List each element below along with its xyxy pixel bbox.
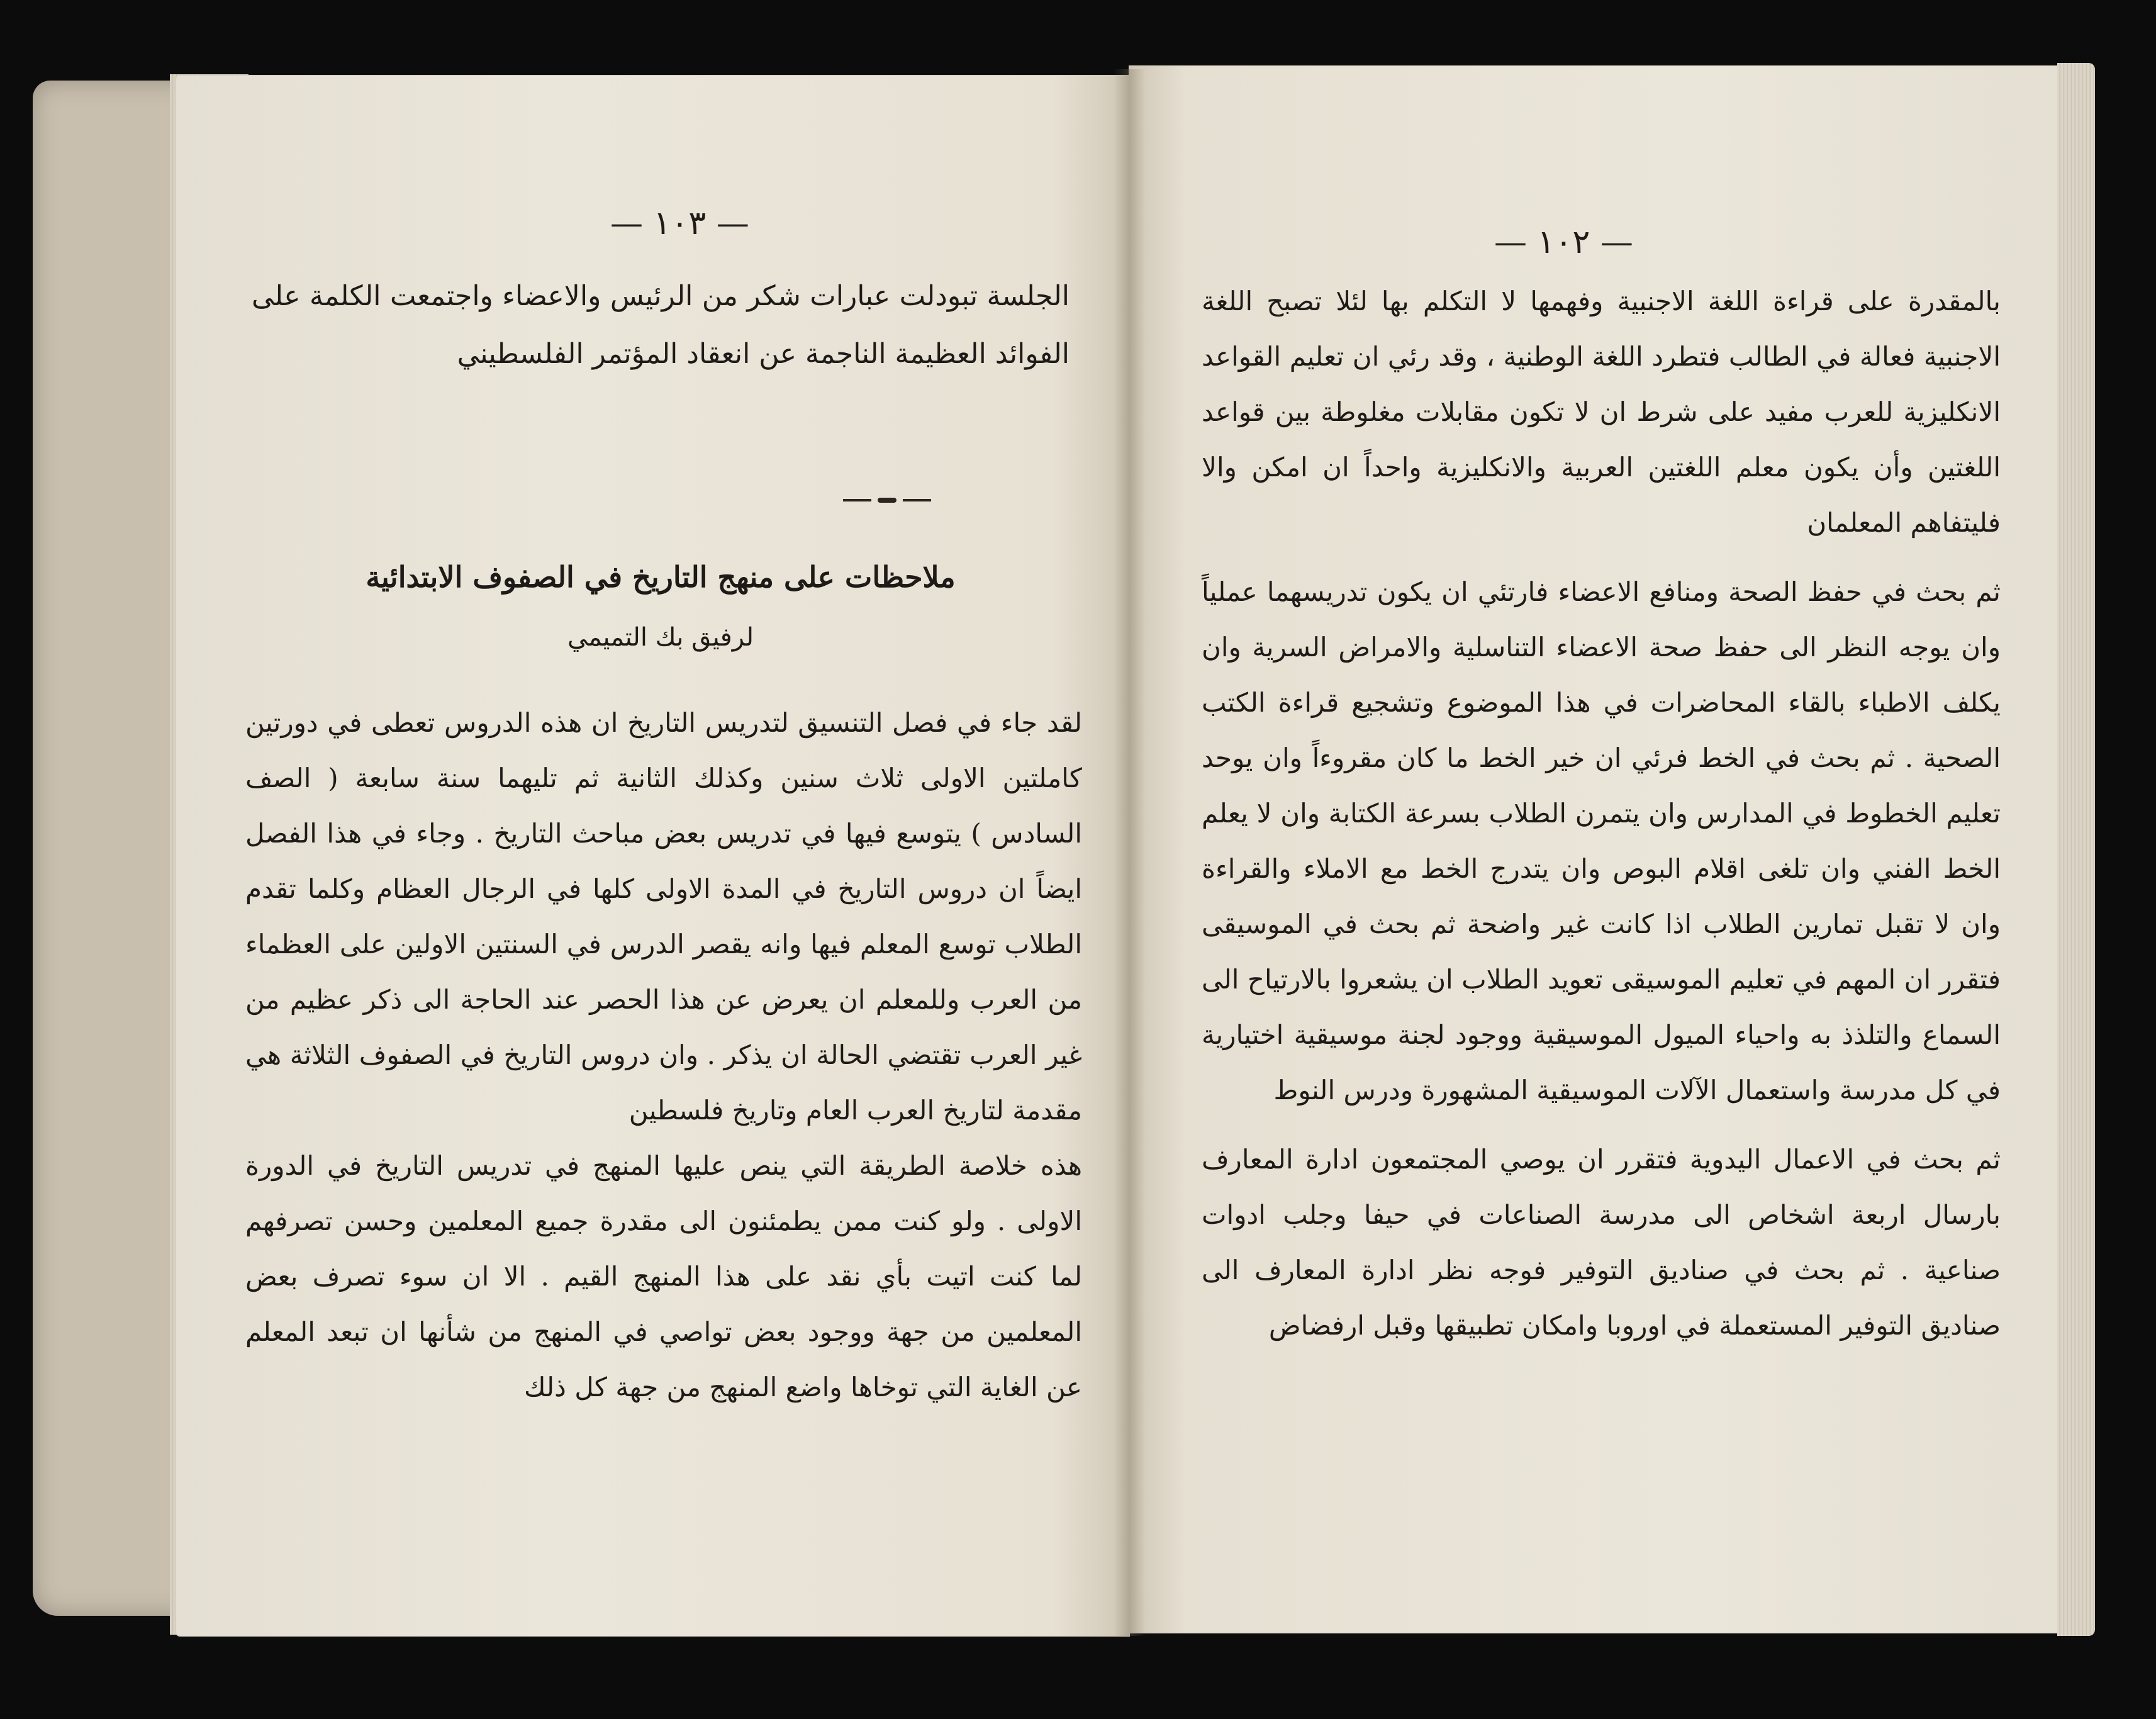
- right-body-text: [1202, 274, 2001, 1353]
- right-paragraph-2: ثم بحث في حفظ الصحة ومنافع الاعضاء فارتئي ان يكون تدريسهما عملياً وان يوجه النظر الى حفظ صحة الاعضاء التناسلية والامراض السرية وان يكلف الاطباء بالقاء المحاضرات في هذا الموضوع وتشجيع قراءة الكتب الصحية . ثم بحث في الخط فرئي ان خير الخط ما كان مقروءاً وان يوحد تعليم الخطوط في المدارس وان يتمرن الطلاب بسرعة الكتابة وان لا يعلم الخط الفني وان تلغى اقلام البوص وان يتدرج الخط مع الاملاء والقراءة وان لا تقبل تمارين الطلاب اذا كانت غير واضحة ثم بحث في الموسيقى فتقرر ان المهم في تعليم الموسيقى تعويد الطلاب ان يشعروا بالارتياح الى السماع والتلذذ به واحياء الميول الموسيقية ووجود لجنة موسيقية اختيارية في كل مدرسة واستعمال الآلات الموسيقية المشهورة ودرس النوط: [1202, 576, 2001, 1106]
- left-page: [176, 76, 1129, 1636]
- left-page-number: — ١٠٣ —: [610, 204, 749, 242]
- right-paragraph-1: بالمقدرة على قراءة اللغة الاجنبية وفهمها لا التكلم بها لئلا تصبح اللغة الاجنبية فعالة في الطالب فتطرد اللغة الوطنية ، وقد رئي ان تعليم القواعد الانكليزية للعرب مفيد على شرط ان لا تكون مقابلات مغلوطة بين قواعد اللغتين وأن يكون معلم اللغتين العربية والانكليزية واحداً ان امكن والا فليتفاهم المعلمان: [1202, 286, 2001, 538]
- left-intro-text: [252, 267, 1070, 383]
- article-author: لرفيق بك التميمي: [567, 623, 754, 652]
- left-paragraph-2: هذه خلاصة الطريقة التي ينص عليها المنهج في تدريس التاريخ في الدورة الاولى . ولو كنت ممن يطمئنون الى مقدرة جميع المعلمين وحسن تصرفهم لما كنت اتيت بأي نقد على هذا المنهج القيم . الا ان سوء تصرف بعض المعلمين من جهة ووجود بعض تواصي في المنهج من شأنها ان تبعد المعلم عن الغاية التي توخاها واضع المنهج من جهة كل ذلك: [245, 1150, 1082, 1403]
- book-gutter-shadow: [1114, 69, 1145, 1636]
- right-page: [1129, 66, 2076, 1633]
- right-page-number: — ١٠٢ —: [1494, 223, 1633, 261]
- section-title: ملاحظات على منهج التاريخ في الصفوف الابتدائية: [366, 560, 956, 594]
- right-paragraph-3: ثم بحث في الاعمال اليدوية فتقرر ان يوصي المجتمعون ادارة المعارف بارسال اربعة اشخاص الى مدرسة الصناعات في حيفا وجلب ادوات صناعية . ثم بحث في صناديق التوفير فوجه نظر ادارة المعارف الى صناديق التوفير المستعملة في اوروبا وامكان تطبيقها وقبل ارفضاض: [1202, 1144, 2001, 1341]
- left-body-text: [245, 695, 1082, 1415]
- right-page-edges: [2057, 63, 2095, 1636]
- left-intro-paragraph: الجلسة تبودلت عبارات شكر من الرئيس والاعضاء واجتمعت الكلمة على الفوائد العظيمة الناجمة عن انعقاد المؤتمر الفلسطيني: [252, 280, 1070, 370]
- left-paragraph-1: لقد جاء في فصل التنسيق لتدريس التاريخ ان هذه الدروس تعطى في دورتين كاملتين الاولى ثلاث سنين وكذلك الثانية ثم تليهما سنة سابعة ( الصف السادس ) يتوسع فيها في تدريس بعض مباحث التاريخ . وجاء في هذا الفصل ايضاً ان دروس التاريخ في المدة الاولى كلها في الرجال العظام وكلما تقدم الطلاب توسع المعلم فيها وانه يقصر الدرس في السنتين الاولين على العظماء من العرب وللمعلم ان يعرض عن هذا الحصر عند الحاجة الى ذكر عظيم من غير العرب تقتضي الحالة ان يذكر . وان دروس التاريخ في الصفوف الثلاثة هي مقدمة لتاريخ العرب العام وتاريخ فلسطين: [245, 707, 1082, 1126]
- section-divider-ornament: [843, 497, 931, 503]
